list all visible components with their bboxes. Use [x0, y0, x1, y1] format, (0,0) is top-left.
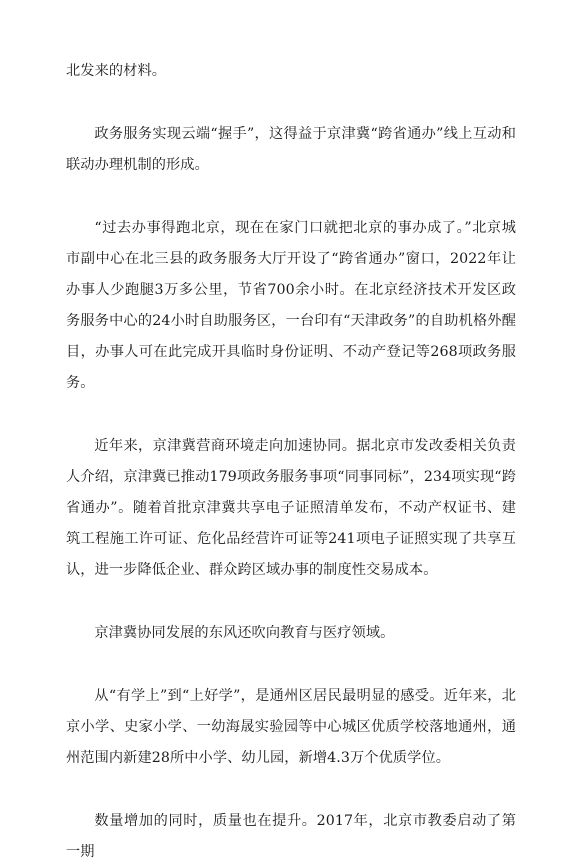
paragraph-3: “过去办事得跑北京，现在在家门口就把北京的事办成了。”北京城市副中心在北三县的政务服务大厅开设了“跨省通办”窗口，2022年让办事人少跑腿3万多公里，节省700余小时。在北京经济技术开发区政务服务中心的24小时自助服务区，一台印有“天津政务”的自助机格外醒目，办事人可在此完成开具临时身份证明、不动产登记等268项政务服务。	[66, 220, 516, 391]
paragraph-gap	[66, 649, 516, 681]
paragraph-4: 近年来，京津冀营商环境走向加速协同。据北京市发改委相关负责人介绍，京津冀已推动179项政务服务事项“同事同标”，234项实现“跨省通办”。随着首批京津冀共享电子证照清单发布，不动产权证书、建筑工程施工许可证、危化品经营许可证等241项电子证照实现了共享互认，进一步降低企业、群众跨区域办事的制度性交易成本。	[66, 438, 516, 578]
paragraph-7: 数量增加的同时，质量也在提升。2017年，北京市教委启动了第一期	[66, 813, 516, 860]
paragraph-gap	[66, 774, 516, 806]
paragraph-gap	[66, 181, 516, 213]
paragraph-6: 从“有学上”到“上好学”，是通州区居民最明显的感受。近年来，北京小学、史家小学、一幼海晟实验园等中心城区优质学校落地通州，通州范围内新建28所中小学、幼儿园，新增4.3万个优质学位。	[66, 688, 516, 766]
paragraph-2: 政务服务实现云端“握手”，这得益于京津冀“跨省通办”线上互动和联动办理机制的形成。	[66, 126, 516, 173]
paragraph-gap	[66, 586, 516, 618]
paragraph-1: 北发来的材料。	[66, 63, 167, 79]
paragraph-gap	[66, 87, 516, 119]
paragraph-5: 京津冀协同发展的东风还吹向教育与医疗领域。	[94, 625, 395, 641]
paragraph-gap	[66, 399, 516, 431]
